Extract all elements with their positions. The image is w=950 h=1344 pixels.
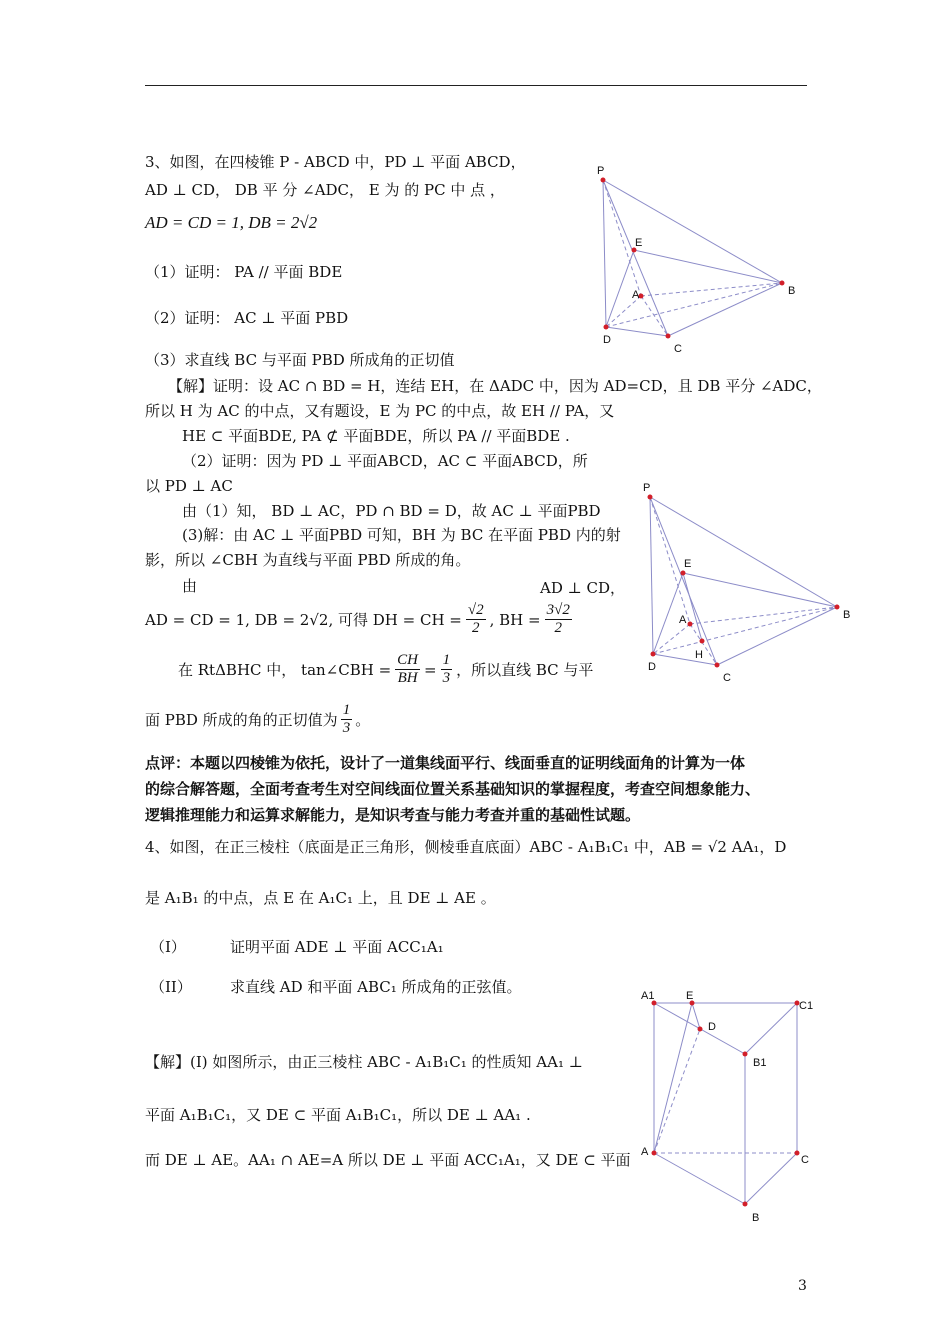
comment-line2: 的综合解答题，全面考查考生对空间线面位置关系基础知识的掌握程度，考查空间想象能力、: [145, 780, 761, 798]
point-b: [780, 281, 785, 286]
label-d3: D: [708, 1021, 716, 1033]
q4-sol-line1: 【解】(I) 如图所示，由正三棱柱 ABC - A₁B₁C₁ 的性质知 AA₁ ⊥: [145, 1053, 583, 1071]
q4-sol-line2: 平面 A₁B₁C₁，又 DE ⊂ 平面 A₁B₁C₁，所以 DE ⊥ AA₁ .: [145, 1106, 531, 1124]
frac3-num: CH: [397, 652, 419, 668]
label-c2: C: [723, 672, 731, 684]
q3-sol-line10b: , BH =: [489, 610, 541, 629]
fraction-ch-bh: [395, 652, 420, 687]
point-a2: [688, 622, 693, 627]
q3-sol-line11b: =: [424, 660, 437, 679]
point-c2: [715, 663, 720, 668]
fraction-dh: [466, 602, 486, 637]
q3-sol-line9b: AD ⊥ CD，: [540, 579, 626, 597]
q4-part1-label: （I）: [150, 938, 186, 956]
q4-part2-text: 求直线 AD 和平面 ABC₁ 所成角的正弦值。: [230, 978, 522, 996]
q3-sol-line7: (3)解：由 AC ⊥ 平面PBD 可知，BH 为 BC 在平面 PBD 内的射: [182, 526, 621, 544]
comment-line3: 逻辑推理能力和运算求解能力，是知识考查与能力考查并重的基础性试题。: [145, 806, 641, 824]
q3-sol-line10a: AD = CD = 1, DB = 2√2, 可得 DH = CH =: [145, 610, 462, 629]
label-p: P: [597, 165, 605, 177]
point-a3: [652, 1151, 657, 1156]
q3-sol-line6: 由（1）知， BD ⊥ AC，PD ∩ BD = D，故 AC ⊥ 平面PBD: [182, 502, 601, 520]
q3-sol-line8: 影，所以 ∠CBH 为直线与平面 PBD 所成的角。: [145, 551, 471, 569]
point-b1: [743, 1052, 748, 1057]
label-b1: B1: [753, 1057, 767, 1069]
q3-sol-line4: （2）证明：因为 PD ⊥ 平面ABCD，AC ⊂ 平面ABCD，所: [182, 452, 588, 470]
label-e3: E: [686, 990, 694, 1002]
q4-part2-label: （II）: [150, 978, 192, 996]
frac2-num: 3√2: [546, 602, 570, 618]
figure-pyramid-1: [590, 160, 805, 355]
point-p2: [648, 495, 653, 500]
fraction-bh: [545, 602, 572, 637]
point-c: [666, 334, 671, 339]
label-b2: B: [843, 609, 851, 621]
q3-sol-line12a: 面 PBD 所成的角的正切值为: [145, 710, 338, 729]
point-d2: [651, 652, 656, 657]
label-b: B: [788, 285, 796, 297]
figure-prism: [640, 988, 820, 1224]
point-d: [604, 325, 609, 330]
q3-sol-line11: [178, 652, 593, 687]
q3-sol-line2: 所以 H 为 AC 的中点，又有题设，E 为 PC 的中点，故 EH // PA，又: [145, 402, 615, 420]
label-c1: C1: [799, 1000, 814, 1012]
label-c: C: [674, 343, 682, 355]
q3-stem-line1: 3、如图，在四棱锥 P - ABCD 中，PD ⊥ 平面 ABCD，: [145, 153, 526, 171]
frac1-den: 2: [471, 620, 480, 636]
label-d2: D: [648, 661, 656, 673]
frac5-den: 3: [342, 720, 351, 736]
label-a1: A1: [641, 990, 655, 1002]
point-c3: [795, 1151, 800, 1156]
point-p: [601, 178, 606, 183]
label-a3: A: [641, 1146, 649, 1158]
frac5-num: 1: [342, 702, 351, 718]
label-d: D: [603, 334, 611, 346]
label-c3: C: [801, 1154, 809, 1166]
comment-line1: 点评：本题以四棱锥为依托，设计了一道集线面平行、线面垂直的证明线面角的计算为一体: [145, 754, 746, 772]
point-h2: [700, 639, 705, 644]
q3-sol-line10: [145, 602, 572, 637]
frac1-num: √2: [467, 602, 484, 618]
page-number: 3: [798, 1278, 807, 1294]
frac4-den: 3: [442, 670, 451, 686]
frac2-den: 2: [554, 620, 562, 636]
header-rule: [145, 85, 807, 86]
q3-sol-line12b: 。: [355, 710, 371, 729]
point-e2: [681, 571, 686, 576]
fraction-answer: [341, 702, 353, 737]
q3-sol-line11c: ，所以直线 BC 与平: [456, 660, 594, 679]
frac3-den: BH: [397, 670, 418, 686]
label-p2: P: [643, 482, 651, 494]
q4-sol-line3: 而 DE ⊥ AE。AA₁ ∩ AE=A 所以 DE ⊥ 平面 ACC₁A₁，又 DE ⊂ 平面: [145, 1151, 631, 1169]
q3-part1: （1）证明： PA // 平面 BDE: [145, 263, 343, 281]
point-d3: [698, 1027, 703, 1032]
q3-stem-line2: AD ⊥ CD， DB 平 分 ∠ADC， E 为 的 PC 中 点 ，: [145, 181, 505, 199]
label-a: A: [632, 289, 640, 301]
label-e2: E: [684, 558, 692, 570]
point-b2: [835, 605, 840, 610]
q3-sol-line9a: 由: [182, 577, 198, 595]
q3-part2: （2）证明： AC ⊥ 平面 PBD: [145, 309, 349, 327]
label-h2: H: [695, 649, 703, 661]
q4-stem-line2: 是 A₁B₁ 的中点，点 E 在 A₁C₁ 上，且 DE ⊥ AE 。: [145, 889, 496, 907]
label-b3: B: [752, 1212, 760, 1224]
label-e: E: [635, 237, 643, 249]
fraction-one-third: [441, 652, 453, 687]
label-a2: A: [679, 614, 687, 626]
frac4-num: 1: [442, 652, 451, 668]
q3-sol-line11a: 在 RtΔBHC 中， tan∠CBH =: [178, 660, 392, 679]
point-b3: [743, 1202, 748, 1207]
q4-part1-text: 证明平面 ADE ⊥ 平面 ACC₁A₁: [230, 938, 444, 956]
figure-pyramid-2: [637, 478, 855, 688]
q3-sol-line3: HE ⊂ 平面BDE, PA ⊄ 平面BDE，所以 PA // 平面BDE .: [182, 427, 570, 445]
q3-part3: （3）求直线 BC 与平面 PBD 所成角的正切值: [145, 351, 455, 369]
q3-sol-line12: [145, 702, 370, 737]
q3-sol-line5: 以 PD ⊥ AC: [145, 477, 233, 495]
q4-stem-line1: 4、如图，在正三棱柱（底面是正三角形，侧棱垂直底面）ABC - A₁B₁C₁ 中，AB = √2 AA₁，D: [145, 838, 787, 856]
q3-stem-line3: AD = CD = 1, DB = 2√2: [145, 213, 318, 232]
q3-sol-line1: 【解】证明：设 AC ∩ BD = H，连结 EH，在 ΔADC 中，因为 AD=CD，且 DB 平分 ∠ADC，: [168, 377, 822, 395]
